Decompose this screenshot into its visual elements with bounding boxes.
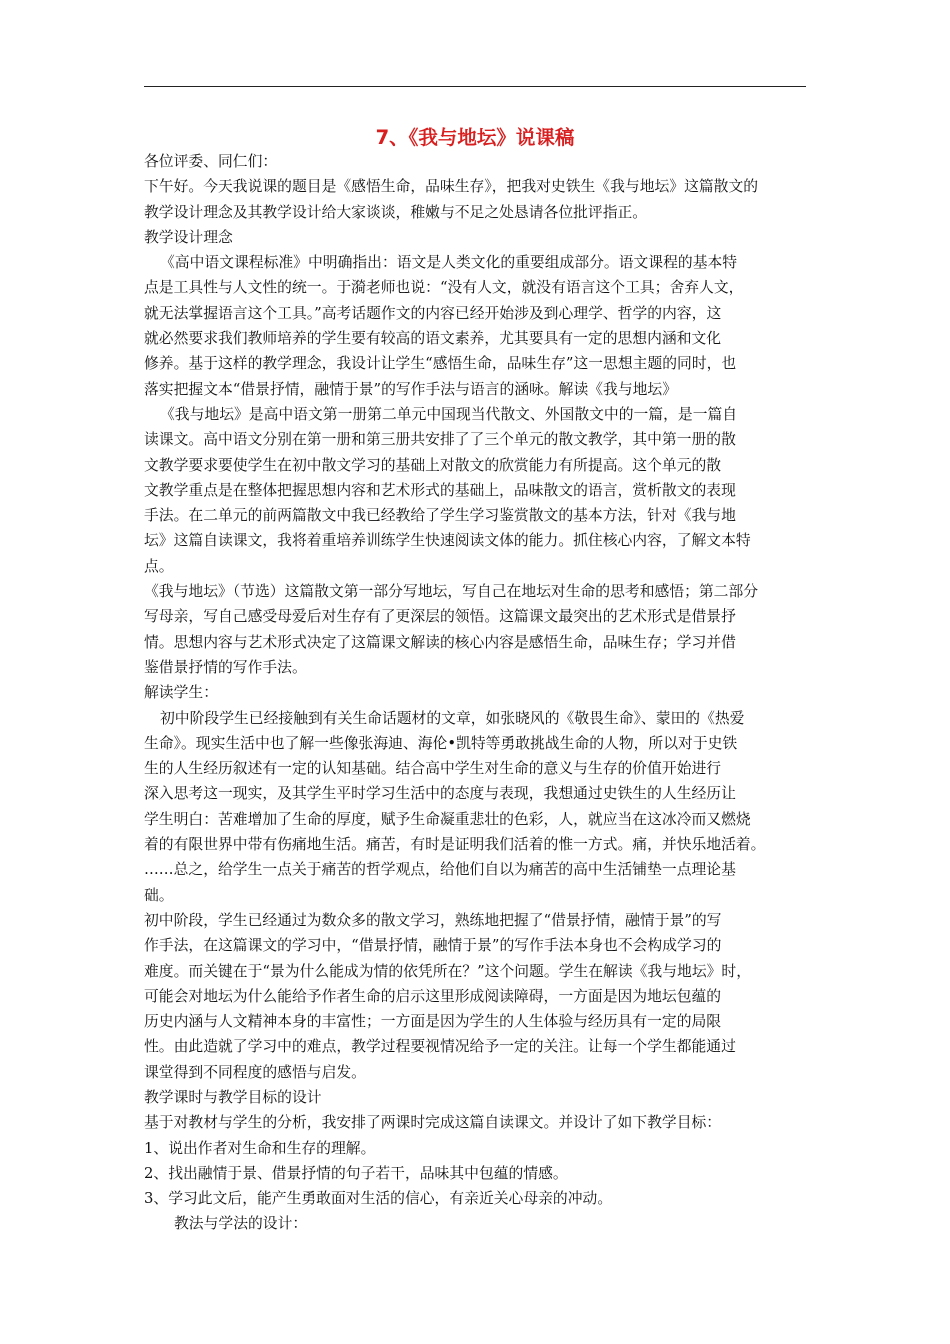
paragraph-line: 《我与地坛》是高中语文第一册第二单元中国现当代散文、外国散文中的一篇，是一篇自	[160, 405, 738, 423]
paragraph-line: 点。	[144, 557, 174, 575]
paragraph-line: 生命》。现实生活中也了解一些像张海迪、海伦•凯特等勇敢挑战生命的人物，所以对于史铁	[144, 734, 738, 752]
paragraph-line: 点是工具性与人文性的统一。于漪老师也说：“没有人文，就没有语言这个工具；舍弃人文，	[144, 279, 744, 297]
header-rule	[144, 86, 806, 87]
paragraph-line: 坛》这篇自读课文，我将着重培养训练学生快速阅读文体的能力。抓住核心内容，了解文本特	[144, 532, 751, 550]
paragraph-line: 课堂得到不同程度的感悟与启发。	[144, 1063, 366, 1081]
paragraph-line: 情。思想内容与艺术形式决定了这篇课文解读的核心内容是感悟生命，品味生存；学习并借	[144, 633, 736, 651]
objective-item: 2、找出融情于景、借景抒情的句子若干，品味其中包蕴的情感。	[144, 1164, 568, 1182]
paragraph-line: 初中阶段学生已经接触到有关生命话题材的文章，如张晓风的《敬畏生命》、蒙田的《热爱	[160, 709, 745, 727]
paragraph-line: 难度。而关键在于“景为什么能成为情的依凭所在？”这个问题。学生在解读《我与地坛》时，	[144, 962, 752, 980]
section-heading: 教学设计理念	[144, 228, 233, 246]
paragraph-line: 基于对教材与学生的分析，我安排了两课时完成这篇自读课文。并设计了如下教学目标：	[144, 1114, 722, 1132]
paragraph-line: 落实把握文本“借景抒情，融情于景”的写作手法与语言的涵咏。解读《我与地坛》	[144, 380, 678, 398]
paragraph-line: ……总之，给学生一点关于痛苦的哲学观点，给他们自以为痛苦的高中生活铺垫一点理论基	[144, 861, 736, 879]
paragraph-line: 鉴借景抒情的写作手法。	[144, 658, 307, 676]
paragraph-line: 修养。基于这样的教学理念，我设计让学生“感悟生命，品味生存”这一思想主题的同时，也	[144, 355, 737, 373]
paragraph-line: 《我与地坛》（节选）这篇散文第一部分写地坛，写自己在地坛对生命的思考和感悟；第二部分	[144, 583, 759, 601]
paragraph-line: 础。	[144, 886, 174, 904]
document-body	[144, 149, 820, 1237]
paragraph-line: 生的人生经历叙述有一定的认知基础。结合高中学生对生命的意义与生存的价值开始进行	[144, 760, 722, 778]
paragraph-line: 文教学重点是在整体把握思想内容和艺术形式的基础上，品味散文的语言，赏析散文的表现	[144, 481, 736, 499]
paragraph-line: 读课文。高中语文分别在第一册和第三册共安排了了三个单元的散文教学，其中第一册的散	[144, 431, 736, 449]
objective-item: 1、说出作者对生命和生存的理解。	[144, 1139, 376, 1157]
section-heading: 解读学生：	[144, 684, 218, 702]
paragraph-line: 就无法掌握语言这个工具。”高考话题作文的内容已经开始涉及到心理学、哲学的内容，这	[144, 304, 722, 322]
paragraph-line: 写母亲，写自己感受母爱后对生存有了更深层的领悟。这篇课文最突出的艺术形式是借景抒	[144, 608, 736, 626]
objective-item: 3、学习此文后，能产生勇敢面对生活的信心，有亲近关心母亲的冲动。	[144, 1190, 613, 1208]
section-heading: 教法与学法的设计：	[174, 1215, 308, 1233]
paragraph-line: 作手法，在这篇课文的学习中，“借景抒情，融情于景”的写作手法本身也不会构成学习的	[144, 937, 722, 955]
section-heading: 教学课时与教学目标的设计	[144, 1088, 322, 1106]
paragraph-line: 教学设计理念及其教学设计给大家谈谈，稚嫩与不足之处恳请各位批评指正。	[144, 203, 648, 221]
paragraph-line: 可能会对地坛为什么能给予作者生命的启示这里形成阅读障碍，一方面是因为地坛包蕴的	[144, 987, 722, 1005]
paragraph-line: 深入思考这一现实，及其学生平时学习生活中的态度与表现，我想通过史铁生的人生经历让	[144, 785, 736, 803]
paragraph-line: 着的有限世界中带有伤痛地生活。痛苦，有时是证明我们活着的惟一方式。痛，并快乐地活着。	[144, 836, 766, 854]
paragraph-line: 下午好。今天我说课的题目是《感悟生命，品味生存》，把我对史铁生《我与地坛》这篇散文的	[144, 178, 759, 196]
paragraph-line: 历史内涵与人文精神本身的丰富性；一方面是因为学生的人生体验与经历具有一定的局限	[144, 1013, 722, 1031]
paragraph-line: 初中阶段，学生已经通过为数众多的散文学习，熟练地把握了“借景抒情，融情于景”的写	[144, 911, 722, 929]
paragraph-line: 就必然要求我们教师培养的学生要有较高的语文素养，尤其要具有一定的思想内涵和文化	[144, 330, 722, 348]
greeting-line: 各位评委、同仁们：	[144, 153, 278, 170]
paragraph-line: 学生明白：苦难增加了生命的厚度，赋予生命凝重悲壮的色彩，人，就应当在这冰冷而又燃烧	[144, 810, 751, 828]
paragraph-line: 性。由此造就了学习中的难点，教学过程要视情况给予一定的关注。让每一个学生都能通过	[144, 1038, 736, 1056]
paragraph-line: 文教学要求要使学生在初中散文学习的基础上对散文的欣赏能力有所提高。这个单元的散	[144, 456, 722, 474]
paragraph-line: 手法。在二单元的前两篇散文中我已经教给了学生学习鉴赏散文的基本方法，针对《我与地	[144, 507, 736, 525]
paragraph-line: 《高中语文课程标准》中明确指出：语文是人类文化的重要组成部分。语文课程的基本特	[160, 254, 738, 272]
document-title: 7、《我与地坛》说课稿	[375, 126, 575, 149]
